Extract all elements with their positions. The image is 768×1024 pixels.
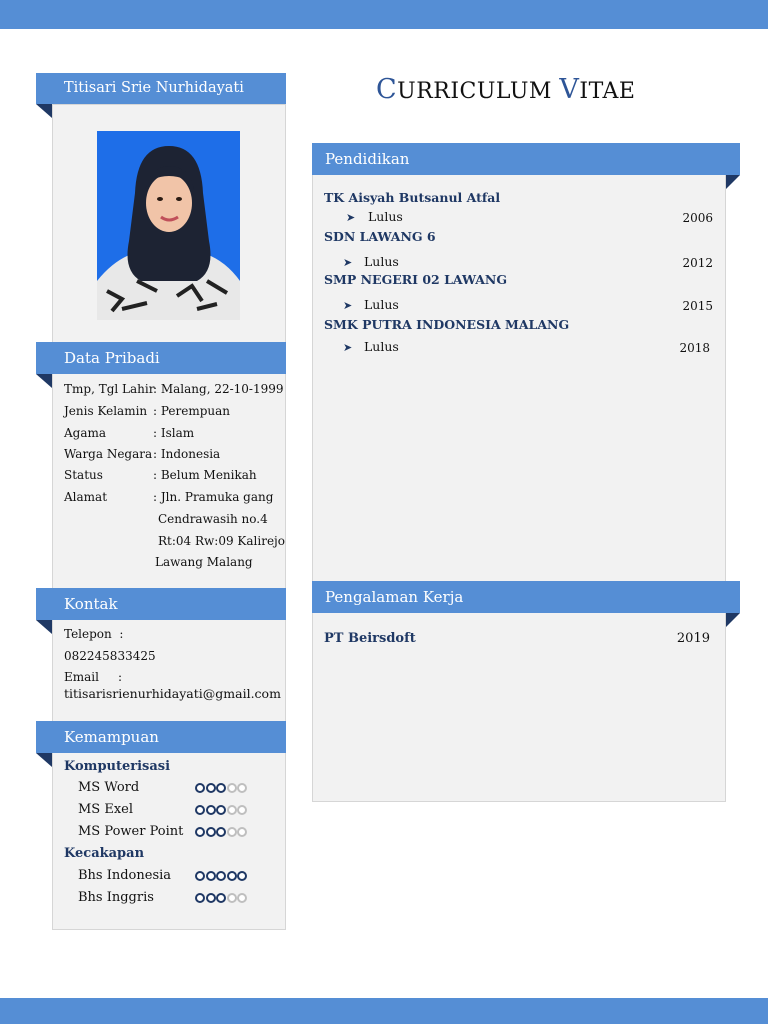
personal-label: Alamat <box>64 490 108 504</box>
skill-name: MS Power Point <box>78 824 184 839</box>
personal-value: : Islam <box>153 426 195 440</box>
education-year: 2006 <box>682 211 713 225</box>
address-line: Cendrawasih no.4 <box>158 512 268 526</box>
company-name: PT Beirsdoft <box>324 631 416 646</box>
education-status: Lulus <box>364 297 399 312</box>
skill-rating <box>195 783 248 793</box>
arrow-bullet-icon: ➤ <box>346 211 356 224</box>
school-name: SMP NEGERI 02 LAWANG <box>324 272 508 287</box>
personal-value: : Perempuan <box>153 404 231 418</box>
section-header-data-pribadi: Data Pribadi <box>36 342 286 374</box>
skill-rating <box>195 871 248 881</box>
education-status: Lulus <box>364 254 399 269</box>
personal-label: Jenis Kelamin <box>64 404 148 418</box>
personal-label: Tmp, Tgl Lahir <box>64 382 155 396</box>
arrow-bullet-icon: ➤ <box>343 256 353 269</box>
school-name: SMK PUTRA INDONESIA MALANG <box>324 317 570 332</box>
skill-rating <box>195 805 248 815</box>
phone-number: 082245833425 <box>64 649 156 663</box>
bottom-bar <box>0 998 768 1024</box>
skill-rating <box>195 827 248 837</box>
address-line: Lawang Malang <box>155 555 253 569</box>
name-band <box>36 73 286 104</box>
personal-label: Agama <box>64 426 107 440</box>
address-line: Rt:04 Rw:09 Kalirejo <box>158 534 285 548</box>
skill-group-kecakapan: Kecakapan <box>64 846 145 861</box>
arrow-bullet-icon: ➤ <box>343 299 353 312</box>
personal-label: Status <box>64 468 103 482</box>
arrow-bullet-icon: ➤ <box>343 341 353 354</box>
skill-name: Bhs Indonesia <box>78 868 172 883</box>
education-year: 2015 <box>682 299 713 313</box>
section-header-kemampuan: Kemampuan <box>36 721 286 753</box>
personal-value: : Jln. Pramuka gang <box>153 490 274 504</box>
experience-year: 2019 <box>676 631 710 646</box>
education-year: 2012 <box>682 256 713 270</box>
skill-name: MS Exel <box>78 802 134 817</box>
skill-group-komputerisasi: Komputerisasi <box>64 759 171 774</box>
section-header-kontak: Kontak <box>36 588 286 620</box>
education-status: Lulus <box>368 209 403 224</box>
email-label: Email : <box>64 670 123 684</box>
profile-photo <box>97 131 240 320</box>
email-address: titisarisrienurhidayati@gmail.com <box>64 686 281 701</box>
page-title: CURRICULUM VITAE <box>376 74 636 105</box>
fold-corner <box>726 613 740 627</box>
full-name: Titisari Srie Nurhidayati <box>64 80 244 96</box>
fold-corner <box>36 104 52 118</box>
education-status: Lulus <box>364 339 399 354</box>
personal-label: Warga Negara <box>64 447 153 461</box>
school-name: TK Aisyah Butsanul Atfal <box>324 190 501 205</box>
section-header-pendidikan: Pendidikan <box>312 143 740 175</box>
education-year: 2018 <box>679 341 710 355</box>
skill-name: MS Word <box>78 780 140 795</box>
personal-value: : Indonesia <box>153 447 221 461</box>
school-name: SDN LAWANG 6 <box>324 229 436 244</box>
personal-value: : Malang, 22-10-1999 <box>153 382 284 396</box>
fold-corner <box>36 620 52 634</box>
fold-corner <box>36 374 52 388</box>
skill-name: Bhs Inggris <box>78 890 154 905</box>
skill-rating <box>195 893 248 903</box>
fold-corner <box>726 175 740 189</box>
personal-value: : Belum Menikah <box>153 468 257 482</box>
top-bar <box>0 0 768 29</box>
fold-corner <box>36 753 52 767</box>
section-header-pengalaman-kerja: Pengalaman Kerja <box>312 581 740 613</box>
phone-label: Telepon : <box>64 627 124 641</box>
